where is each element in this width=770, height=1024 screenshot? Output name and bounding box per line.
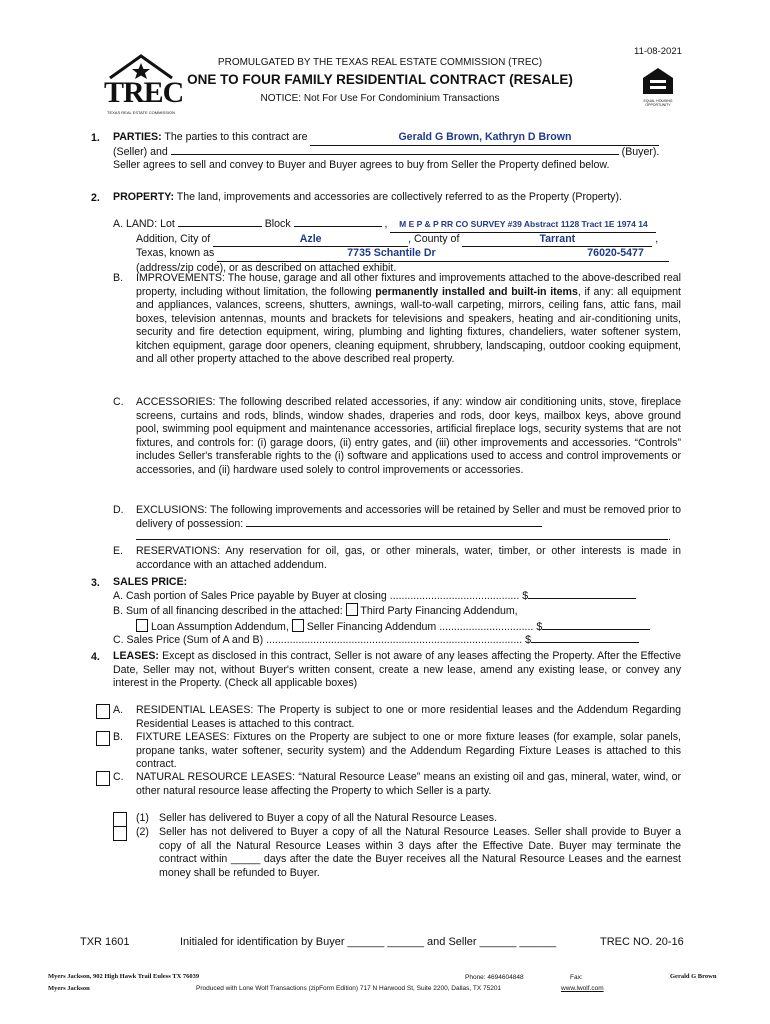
agent-phone: Phone: 4694604848 bbox=[465, 974, 524, 981]
sales-price-total-label: C. Sales Price (Sum of A and B) ....................................................................................... $ bbox=[113, 634, 531, 646]
exclusions-paragraph: EXCLUSIONS: The following improvements and accessories will be retained by Seller and must be removed prior to delivery of possession: . bbox=[136, 504, 681, 543]
loan-assumption-checkbox[interactable] bbox=[136, 619, 148, 632]
zip-value: 76020-5477 bbox=[587, 247, 644, 259]
sales-price-total-field[interactable] bbox=[531, 642, 639, 643]
property-heading: PROPERTY: bbox=[113, 191, 175, 203]
natural-resource-leases-checkbox[interactable] bbox=[96, 771, 110, 786]
section-sales-price bbox=[113, 576, 681, 648]
buyer-name-field[interactable] bbox=[171, 154, 619, 155]
natural-resource-leases-text: NATURAL RESOURCE LEASES: “Natural Resource Lease” means an existing oil and gas, mineral, water, wind, or other natural resource lease affecting the Property to which Seller is a party. bbox=[136, 771, 681, 797]
improvements-paragraph bbox=[136, 272, 681, 367]
financing-amount-field[interactable] bbox=[542, 629, 650, 630]
land-lot-label: A. LAND: Lot bbox=[113, 218, 175, 230]
section-property bbox=[113, 191, 681, 205]
street-value: 7735 Schantile Dr bbox=[347, 247, 436, 259]
sales-price-heading: SALES PRICE: bbox=[113, 576, 188, 588]
section-3-number: 3. bbox=[91, 577, 100, 589]
reservations-paragraph: RESERVATIONS: Any reservation for oil, gas, or other minerals, water, timber, or other interests is made in accordance with an attached addendum. bbox=[136, 545, 681, 571]
buyer-label: (Buyer). bbox=[621, 145, 660, 158]
equal-housing-text: EQUAL HOUSING OPPORTUNITY bbox=[643, 99, 673, 107]
trec-logo-text: TREC bbox=[104, 76, 184, 109]
accessories-paragraph: ACCESSORIES: The following described related accessories, if any: window air conditioning units, stove, fireplace screens, curtains and rods, blinds, window shades, draperies and rods, door keys, mailbox keys, above ground pool, swimming pool equipment and maintenance accessories, artificial fireplace logs, security systems that are not fixtures, and controls for: (i) garage doors, (ii) entry gates, and (iii) other improvements and accessories. “Controls” includes Seller's transferable rights to the (i) software and applications used to access and control improvements or accessories, and (ii) hardware used solely to control improvements or accessories. bbox=[136, 396, 681, 476]
improvements-text-2: , if any: all equipment and appliances, valances, screens, shutters, awnings, wall-to-wall carpeting, mirrors, ceiling fans, attic fans, mail boxes, television antennas, mounts and brackets for televisions and speakers, heating and air-conditioning units, security and fire detection equipment, wiring, plumbing and lighting fixtures, chandeliers, water softener system, kitchen equipment, garage door openers, cleaning equipment, shrubbery, landscaping, outdoor cooking equipment, and all other property attached to the above described real property. bbox=[136, 285, 682, 365]
section-parties bbox=[113, 131, 681, 173]
seller-and-label: (Seller) and bbox=[113, 145, 168, 158]
cash-portion-field[interactable] bbox=[528, 598, 636, 599]
block-field[interactable] bbox=[294, 226, 382, 227]
address-field[interactable] bbox=[217, 247, 669, 262]
promulgated-line: PROMULGATED BY THE TEXAS REAL ESTATE COMMISSION (TREC) bbox=[217, 57, 543, 68]
exclusions-field-2[interactable] bbox=[136, 539, 668, 540]
section-4-number: 4. bbox=[91, 651, 100, 663]
exclusions-label: D. bbox=[113, 504, 124, 516]
nr-delivered-text: Seller has delivered to Buyer a copy of all the Natural Resource Leases. bbox=[159, 812, 498, 824]
lwolf-link[interactable]: www.lwolf.com bbox=[561, 985, 604, 992]
lot-field[interactable] bbox=[178, 226, 262, 227]
section-1-number: 1. bbox=[91, 132, 100, 144]
improvements-label: B. bbox=[113, 272, 124, 284]
fixture-leases-text: FIXTURE LEASES: Fixtures on the Property are subject to one or more fixture leases (for example, solar panels, propane tanks, water softener, security system) and the Addendum Regarding Fixture Leases is attached to this contract. bbox=[136, 731, 681, 770]
initials-line[interactable]: Initialed for identification by Buyer ______ ______ and Seller ______ ______ bbox=[180, 936, 557, 948]
section-2-number: 2. bbox=[91, 192, 100, 204]
property-intro: The land, improvements and accessories are collectively referred to as the Property (Property). bbox=[176, 191, 622, 203]
exclusions-field-1[interactable] bbox=[246, 526, 542, 527]
leases-intro: Except as disclosed in this contract, Seller is not aware of any leases affecting the Property. After the Effective Date, Seller may not, without Buyer's written consent, create a new lease, amend any existing lease, or convey any interest in the Property. (Check all applicable boxes) bbox=[113, 650, 681, 689]
form-date: 11-08-2021 bbox=[634, 46, 682, 57]
agent-address: Myers Jackson, 902 High Hawk Trail Euless TX 76039 bbox=[48, 973, 200, 980]
cash-portion-label: A. Cash portion of Sales Price payable by Buyer at closing ............................................ $ bbox=[113, 589, 529, 602]
accessories-label: C. bbox=[113, 396, 124, 408]
nr-delivered-number: (1) bbox=[136, 812, 149, 824]
notice-line: NOTICE: Not For Use For Condominium Transactions bbox=[260, 93, 500, 104]
known-as-label: Texas, known as bbox=[136, 247, 215, 259]
natural-resource-leases-label: C. bbox=[113, 771, 124, 783]
residential-leases-text: RESIDENTIAL LEASES: The Property is subject to one or more residential leases and the Addendum Regarding Residential Leases is attached to this contract. bbox=[136, 704, 681, 730]
financing-label: B. Sum of all financing described in the attached: bbox=[113, 605, 343, 617]
improvements-bold: permanently installed and built-in items bbox=[375, 285, 578, 298]
nr-not-delivered-text: Seller has not delivered to Buyer a copy of all the Natural Resource Leases. Seller shall provide to Buyer a copy of all the Natural Resource Leases within 3 days after the Effective Date. Buyer may terminate the contract within _____ days after the date the Buyer receives all the Natural Resource Leases and the earnest money shall be refunded to Buyer. bbox=[159, 826, 681, 879]
fixture-leases-label: B. bbox=[113, 731, 124, 743]
block-label: Block bbox=[264, 218, 291, 230]
county-label: , County of bbox=[408, 232, 460, 245]
seller-name-field[interactable]: Gerald G Brown, Kathryn D Brown bbox=[310, 131, 659, 146]
county-field[interactable]: Tarrant bbox=[462, 233, 652, 248]
section-leases bbox=[113, 650, 681, 691]
seller-financing-label: Seller Financing Addendum ................................ $ bbox=[306, 620, 543, 633]
city-field[interactable]: Azle bbox=[213, 233, 408, 248]
land-block: A. LAND: Lot Block , M E P & P RR CO SURVEY #39 Abstract 1128 Tract 1E 1974 14 Addition, City of Azle , County of Tarrant , Texas, known as 7735 Schantile Dr 76020-5477 (address/zip code), or as described on attached exhibit. bbox=[113, 218, 683, 275]
agent-name: Myers Jackson bbox=[48, 985, 90, 992]
trec-logo-subtext: TEXAS REAL ESTATE COMMISSION bbox=[107, 110, 175, 115]
addition-label: Addition, City of bbox=[136, 232, 211, 245]
residential-leases-checkbox[interactable] bbox=[96, 704, 110, 719]
page-title: ONE TO FOUR FAMILY RESIDENTIAL CONTRACT (RESALE) bbox=[187, 72, 573, 87]
third-party-financing-checkbox[interactable] bbox=[346, 603, 358, 616]
parties-intro: The parties to this contract are bbox=[164, 131, 308, 143]
improvements-text-1: IMPROVEMENTS: The house, garage and all other fixtures and improvements attached to the above-described real property, including without limitation, the following bbox=[136, 272, 681, 298]
equal-housing-icon bbox=[640, 66, 676, 96]
third-party-financing-label: Third Party Financing Addendum, bbox=[360, 605, 518, 617]
residential-leases-label: A. bbox=[113, 704, 124, 716]
parties-heading: PARTIES: bbox=[113, 131, 162, 143]
signer-name: Gerald G Brown bbox=[670, 973, 717, 980]
trec-number: TREC NO. 20-16 bbox=[600, 936, 684, 948]
nr-not-delivered-number: (2) bbox=[136, 826, 149, 838]
seller-financing-checkbox[interactable] bbox=[292, 619, 304, 632]
reservations-label: E. bbox=[113, 545, 124, 557]
agent-fax: Fax: bbox=[570, 974, 583, 981]
fixture-leases-checkbox[interactable] bbox=[96, 731, 110, 746]
address-note: (address/zip code), or as described on attached exhibit. bbox=[136, 261, 397, 274]
trec-logo bbox=[104, 52, 184, 118]
equal-housing-logo bbox=[640, 66, 676, 106]
survey-field[interactable]: M E P & P RR CO SURVEY #39 Abstract 1128 Tract 1E 1974 14 bbox=[390, 218, 656, 233]
form-number: TXR 1601 bbox=[80, 936, 130, 948]
loan-assumption-label: Loan Assumption Addendum, bbox=[150, 620, 289, 633]
leases-heading: LEASES: bbox=[113, 650, 159, 662]
exclusions-text: EXCLUSIONS: The following improvements and accessories will be retained by Seller and must be removed prior to delivery of possession: bbox=[136, 504, 681, 530]
nr-not-delivered-checkbox[interactable] bbox=[113, 826, 127, 841]
parties-agreement: Seller agrees to sell and convey to Buyer and Buyer agrees to buy from Seller the Property defined below. bbox=[113, 159, 610, 171]
nr-delivered-checkbox[interactable] bbox=[113, 812, 127, 827]
produced-with: Produced with Lone Wolf Transactions (zipForm Edition) 717 N Harwood St, Suite 2200, Dallas, TX 75201 bbox=[196, 985, 502, 992]
